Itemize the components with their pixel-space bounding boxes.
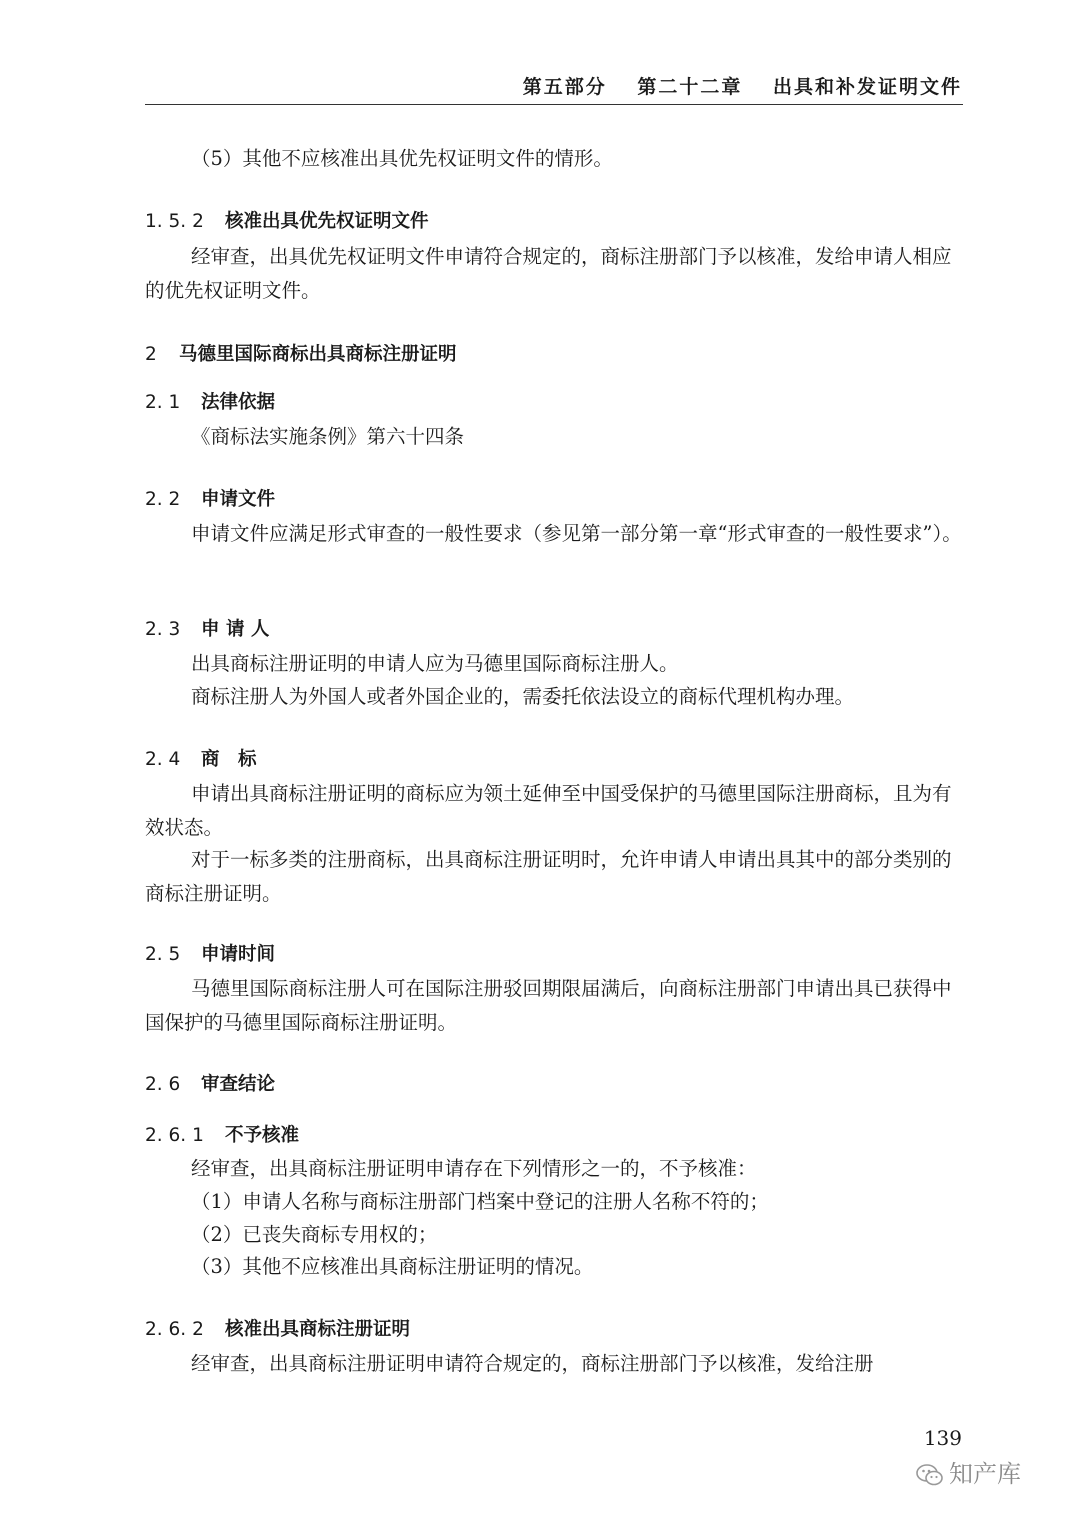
paragraph: 出具商标注册证明的申请人应为马德里国际商标注册人。 <box>191 652 679 675</box>
section-number: 2. 1 <box>145 392 181 413</box>
paragraph: 申请出具商标注册证明的商标应为领土延伸至中国受保护的马德里国际注册商标，且为有效状态。 <box>145 782 952 839</box>
section-number: 2. 6. 2 <box>145 1319 204 1340</box>
section-heading <box>145 338 963 372</box>
paragraph: 商标注册人为外国人或者外国企业的，需委托依法设立的商标代理机构办理。 <box>191 685 855 708</box>
running-header <box>501 72 962 99</box>
section-heading <box>145 1119 963 1153</box>
paragraph: 申请文件应满足形式审查的一般性要求（参见第一部分第一章“形式审查的一般性要求”）。 <box>191 522 962 545</box>
section-heading <box>145 613 963 647</box>
paragraph: （5）其他不应核准出具优先权证明文件的情形。 <box>191 147 613 170</box>
section-heading <box>145 938 963 972</box>
paragraph: 马德里国际商标注册人可在国际注册驳回期限届满后，向商标注册部门申请出具已获得中国保护的马德里国际商标注册证明。 <box>145 977 952 1034</box>
watermark-text: 知产库 <box>949 1460 1021 1488</box>
wechat-icon <box>915 1462 945 1488</box>
section-heading <box>145 743 963 777</box>
section-title: 法律依据 <box>201 392 276 413</box>
paragraph: 经审查，出具优先权证明文件申请符合规定的，商标注册部门予以核准，发给申请人相应的优先权证明文件。 <box>145 245 952 302</box>
section-title: 商 标 <box>201 749 257 770</box>
header-rule <box>145 104 963 105</box>
paragraph: 对于一标多类的注册商标，出具商标注册证明时，允许申请人申请出具其中的部分类别的商标注册证明。 <box>145 848 952 905</box>
paragraph: 经审查，出具商标注册证明申请符合规定的，商标注册部门予以核准，发给注册 <box>191 1352 874 1375</box>
section-heading <box>145 1313 963 1347</box>
section-number: 2. 5 <box>145 944 181 965</box>
section-heading <box>145 205 963 239</box>
section-title: 申请时间 <box>201 944 276 965</box>
header-title: 出具和补发证明文件 <box>772 76 962 98</box>
section-number: 2. 6. 1 <box>145 1125 204 1146</box>
section-number: 1. 5. 2 <box>145 211 204 232</box>
section-title: 马德里国际商标出具商标注册证明 <box>179 344 457 365</box>
section-number: 2 <box>145 344 157 365</box>
list-item: （3）其他不应核准出具商标注册证明的情况。 <box>191 1255 594 1278</box>
watermark <box>915 1454 1021 1489</box>
header-chapter: 第二十二章 <box>637 76 743 98</box>
section-title: 不予核准 <box>225 1125 300 1146</box>
section-heading <box>145 483 963 517</box>
list-item: （2）已丧失商标专用权的； <box>191 1223 438 1246</box>
section-number: 2. 6 <box>145 1074 181 1095</box>
section-number: 2. 4 <box>145 749 181 770</box>
section-title: 核准出具优先权证明文件 <box>225 211 429 232</box>
section-title: 审查结论 <box>201 1074 276 1095</box>
list-item: （1）申请人名称与商标注册部门档案中登记的注册人名称不符的； <box>191 1190 769 1213</box>
paragraph: 《商标法实施条例》第六十四条 <box>191 425 465 448</box>
page-number: 139 <box>923 1426 962 1450</box>
section-title: 申 请 人 <box>201 619 270 640</box>
section-title: 申请文件 <box>201 489 276 510</box>
section-number: 2. 3 <box>145 619 181 640</box>
header-part: 第五部分 <box>522 76 607 98</box>
section-title: 核准出具商标注册证明 <box>225 1319 411 1340</box>
paragraph: 经审查，出具商标注册证明申请存在下列情形之一的，不予核准： <box>191 1157 757 1180</box>
section-heading <box>145 1068 963 1102</box>
section-number: 2. 2 <box>145 489 181 510</box>
section-heading <box>145 386 963 420</box>
